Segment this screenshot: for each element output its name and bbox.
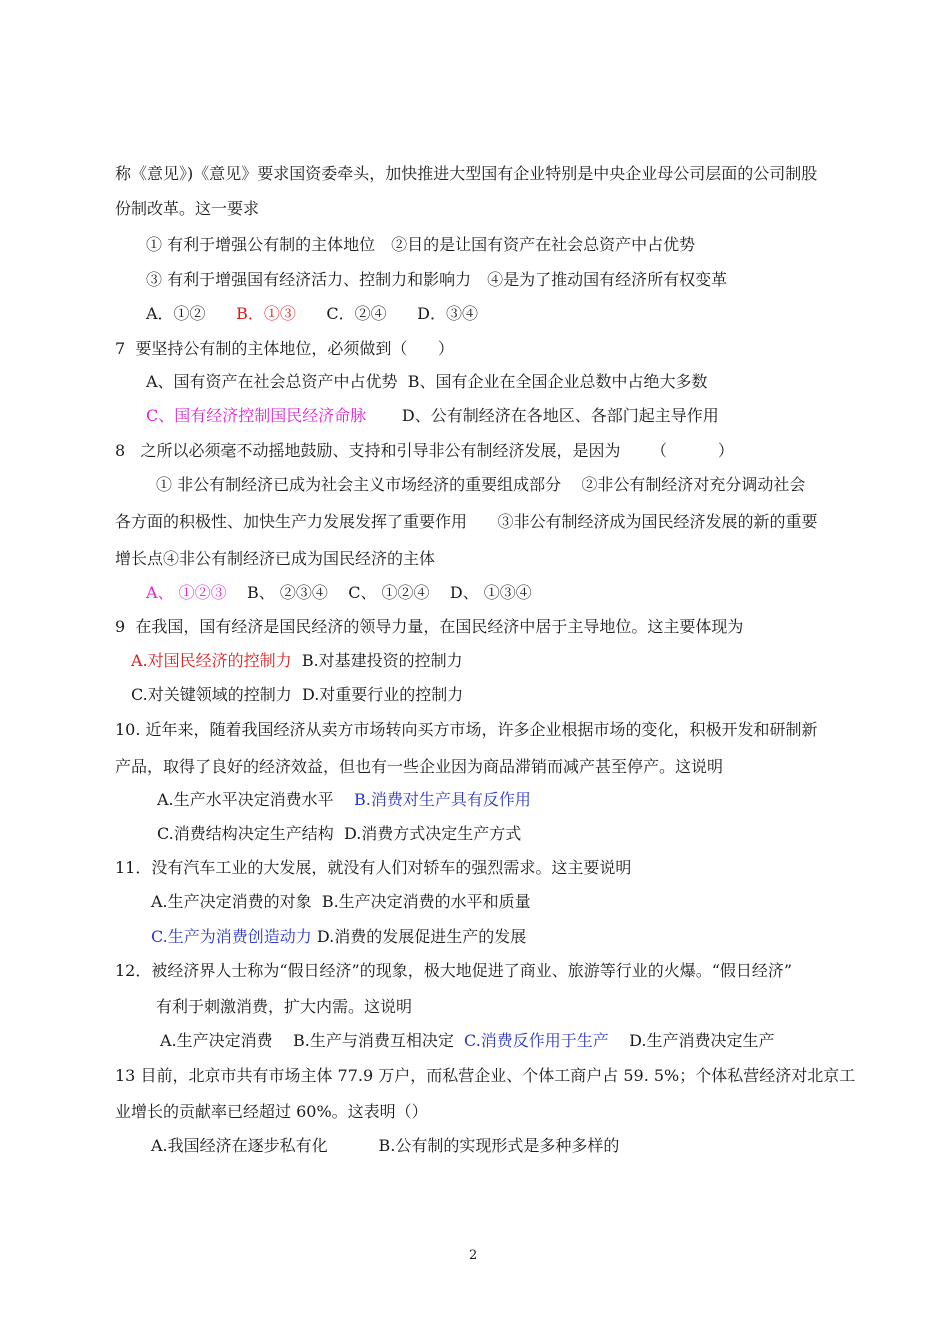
- question-text: 13 目前，北京市共有市场主体 77.9 万户，而私营企业、个体工商户占 59. 5%；个体私营经济对北京工: [115, 1066, 856, 1085]
- options-text: A、国有资产在社会总资产中占优势 B、国有企业在全国企业总数中占绝大多数: [146, 372, 708, 391]
- question-12: [115, 961, 792, 981]
- text-line: ① 非公有制经济已成为社会主义市场经济的重要组成部分 ②非公有制经济对充分调动社会: [156, 475, 806, 494]
- q13-options-ab: [151, 1136, 619, 1156]
- q11-options-ab: [151, 892, 531, 912]
- q8-statements-1: [156, 475, 805, 495]
- option-d: D.对重要行业的控制力: [301, 685, 464, 704]
- option-d: D.生产消费决定生产: [629, 1031, 775, 1050]
- option-a: A.我国经济在逐步私有化: [151, 1136, 328, 1155]
- text-line: ① 有利于增强公有制的主体地位 ②目的是让国有资产在社会总资产中占优势: [146, 235, 696, 254]
- q9-options-cd: [131, 685, 463, 705]
- option-b: B.公有制的实现形式是多种多样的: [378, 1136, 620, 1155]
- option-a: A．①②: [146, 304, 206, 323]
- option-c: C、 ①②④: [348, 583, 430, 602]
- question-text: 10. 近年来，随着我国经济从卖方市场转向买方市场，许多企业根据市场的变化，积极开发和研制新: [115, 720, 818, 739]
- option-b: B、 ②③④: [247, 583, 328, 602]
- question-text: 9 在我国，国有经济是国民经济的领导力量，在国民经济中居于主导地位。这主要体现为: [115, 617, 744, 636]
- q8-options: [146, 583, 532, 603]
- q8-statements-2: [115, 512, 818, 532]
- q10-options-ab: [157, 790, 531, 810]
- paragraph-line: [115, 199, 259, 219]
- q8-statements-3: [115, 549, 435, 569]
- option-d: D．③④: [417, 304, 478, 323]
- option-d: D.消费的发展促进生产的发展: [316, 927, 527, 946]
- option-b: B.生产决定消费的水平和质量: [321, 892, 531, 911]
- option-b: B.对基建投资的控制力: [301, 651, 463, 670]
- question-7: [115, 339, 454, 359]
- page-number: 2: [469, 1248, 478, 1263]
- q6-options: [146, 304, 478, 324]
- option-a: A.生产决定消费: [160, 1031, 273, 1050]
- option-a: A.生产水平决定消费水平: [157, 790, 334, 809]
- question-13-cont: [115, 1102, 428, 1122]
- option-a-answer: A.对国民经济的控制力: [131, 651, 292, 670]
- question-text: 7 要坚持公有制的主体地位，必须做到（ ）: [115, 339, 454, 358]
- option-a: A.生产决定消费的对象: [151, 892, 312, 911]
- question-11: [115, 858, 631, 878]
- question-text: 有利于刺激消费，扩大内需。这说明: [156, 997, 413, 1016]
- q9-options-ab: [131, 651, 463, 671]
- option-d: D、公有制经济在各地区、各部门起主导作用: [401, 406, 719, 425]
- option-b: B.生产与消费互相决定: [293, 1031, 454, 1050]
- option-b-answer: B.消费对生产具有反作用: [354, 790, 531, 809]
- option-c-answer: C.生产为消费创造动力: [151, 927, 312, 946]
- question-text: 产品，取得了良好的经济效益，但也有一些企业因为商品滞销而减产甚至停产。这说明: [115, 757, 724, 776]
- question-12-cont: [156, 997, 412, 1017]
- text-line: 增长点④非公有制经济已成为国民经济的主体: [115, 549, 436, 568]
- text-line: 称《意见》)《意见》要求国资委牵头，加快推进大型国有企业特别是中央企业母公司层面的公司制股: [115, 164, 818, 183]
- option-c: C.对关键领域的控制力: [131, 685, 292, 704]
- question-text: 8 之所以必须毫不动摇地鼓励、支持和引导非公有制经济发展，是因为 （ ）: [115, 441, 734, 460]
- option-b-answer: B．①③: [236, 304, 296, 323]
- question-9: [115, 617, 743, 637]
- q7-options-cd: [146, 406, 719, 426]
- question-10: [115, 720, 818, 740]
- question-8: [115, 441, 734, 461]
- text-line: ③ 有利于增强国有经济活力、控制力和影响力 ④是为了推动国有经济所有权变革: [146, 270, 728, 289]
- option-d: D、 ①③④: [449, 583, 532, 602]
- option-c: C．②④: [326, 304, 387, 323]
- question-text: 业增长的贡献率已经超过 60%。这表明（）: [115, 1102, 428, 1121]
- option-d: D.消费方式决定生产方式: [343, 824, 522, 843]
- question-13: [115, 1066, 855, 1086]
- question-10-cont: [115, 757, 723, 777]
- text-line: 份制改革。这一要求: [115, 199, 260, 218]
- option-c-answer: C.消费反作用于生产: [464, 1031, 609, 1050]
- paragraph-line: [115, 164, 817, 184]
- option-c-answer: C、国有经济控制国民经济命脉: [146, 406, 367, 425]
- q11-options-cd: [151, 927, 526, 947]
- q7-options-ab: [146, 372, 708, 392]
- q6-statements-2: [146, 270, 727, 290]
- text-line: 各方面的积极性、加快生产力发展发挥了重要作用 ③非公有制经济成为国民经济发展的新的重要: [115, 512, 818, 531]
- question-text: 12．被经济界人士称为“假日经济”的现象，极大地促进了商业、旅游等行业的火爆。“假日经济”: [115, 961, 793, 980]
- question-text: 11．没有汽车工业的大发展，就没有人们对轿车的强烈需求。这主要说明: [115, 858, 632, 877]
- q12-options: [160, 1031, 775, 1051]
- option-c: C.消费结构决定生产结构: [157, 824, 334, 843]
- q10-options-cd: [157, 824, 521, 844]
- option-a-answer: A、 ①②③: [146, 583, 227, 602]
- q6-statements-1: [146, 235, 695, 255]
